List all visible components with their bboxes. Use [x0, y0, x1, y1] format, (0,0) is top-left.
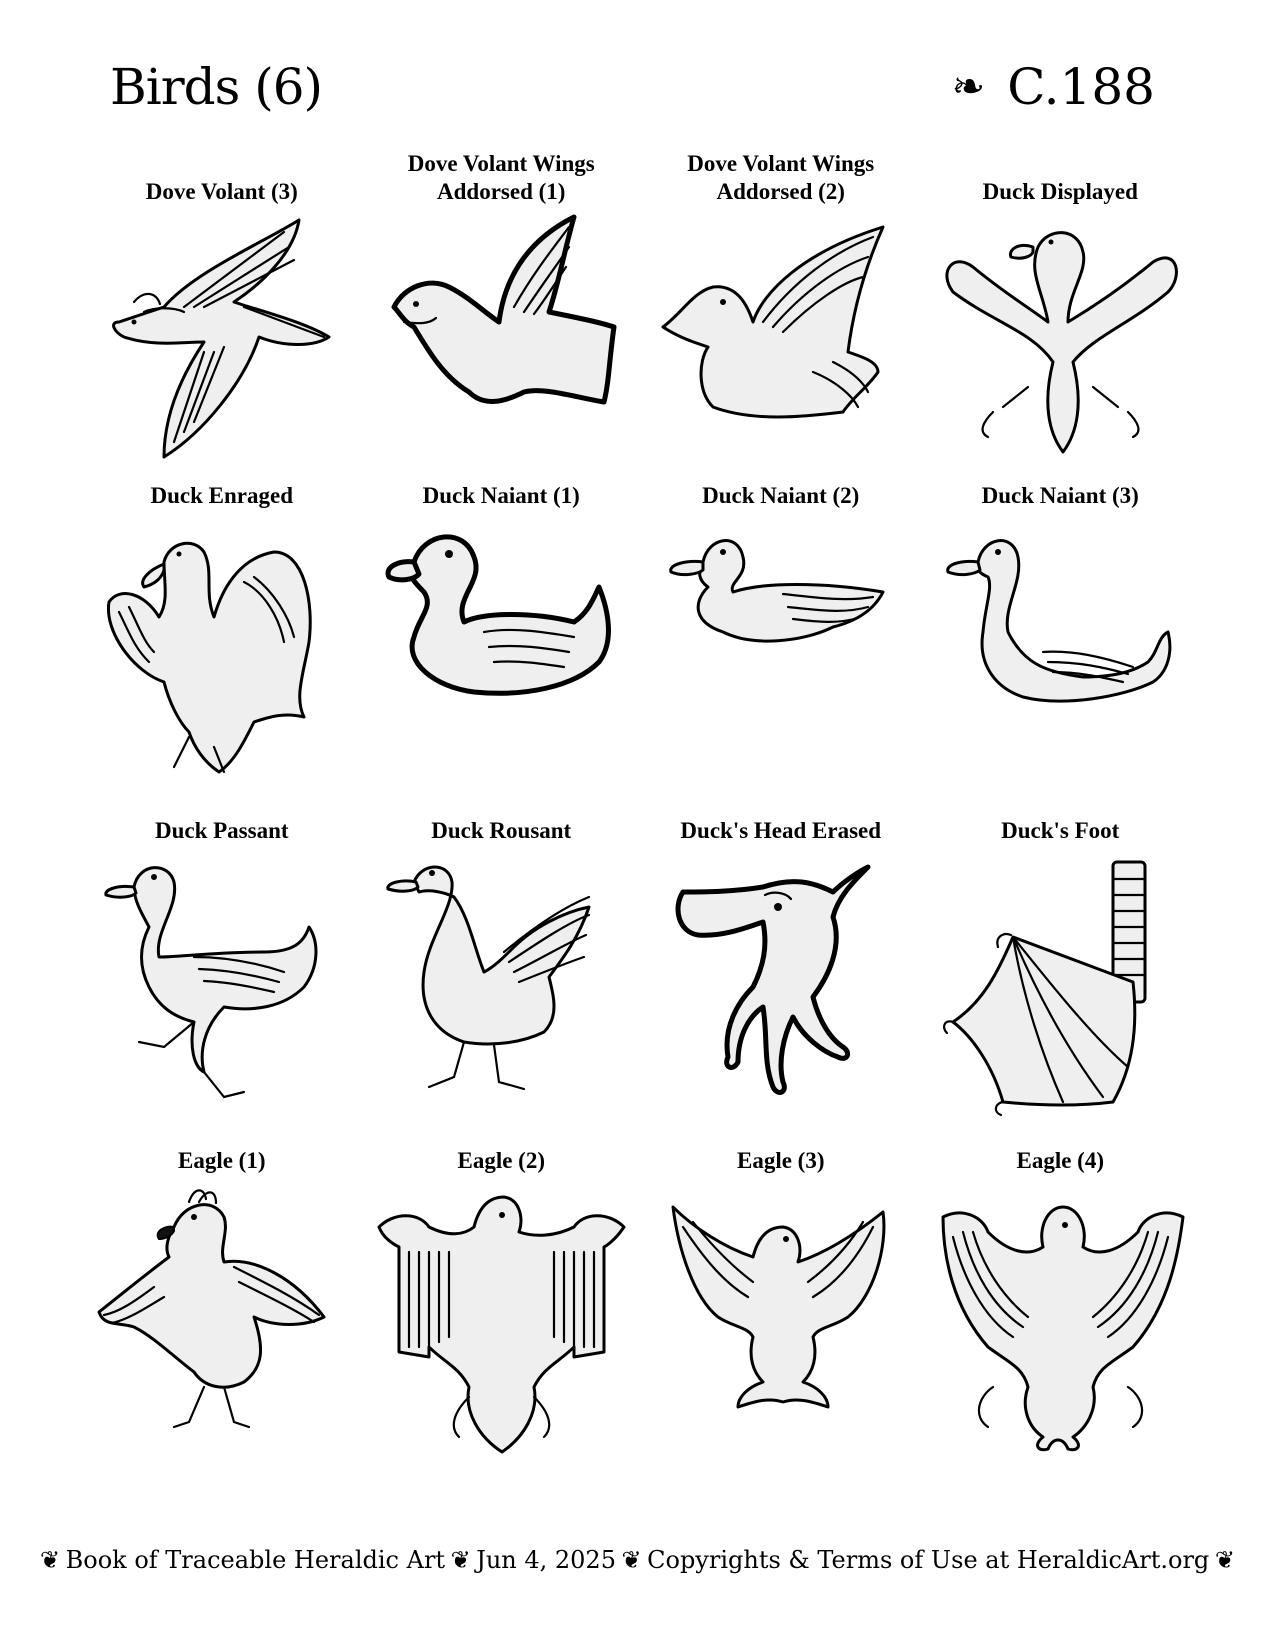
- hedera-icon: ❦: [1214, 1546, 1235, 1574]
- illustration-label: Eagle (2): [457, 1148, 545, 1173]
- duck-passant-illustration: [94, 857, 349, 1122]
- illustration-label: Duck Naiant (2): [702, 483, 860, 508]
- illustration-label: Duck Enraged: [150, 483, 293, 508]
- duck-rousant-illustration: [374, 857, 629, 1122]
- page-header: [0, 0, 1275, 150]
- illustration-label: Eagle (4): [1016, 1148, 1104, 1173]
- illustration-cell: [82, 817, 362, 1147]
- hedera-icon: ❦: [450, 1546, 471, 1574]
- illustration-cell: [82, 482, 362, 817]
- illustration-label: Duck's Foot: [1001, 818, 1120, 843]
- footer-date: Jun 4, 2025: [476, 1546, 616, 1574]
- page-title: Birds (6): [110, 58, 323, 116]
- grid-row: [82, 1147, 1200, 1467]
- illustration-cell: [921, 1147, 1201, 1467]
- dove-volant-3-illustration: [94, 212, 349, 462]
- hedera-icon: ❦: [40, 1546, 61, 1574]
- illustration-cell: [82, 1147, 362, 1467]
- illustration-label: Duck Rousant: [431, 818, 572, 843]
- plate-number: C.188: [1007, 58, 1155, 116]
- eagle-4-illustration: [933, 1187, 1188, 1462]
- hedera-icon: ❦: [621, 1546, 642, 1574]
- illustration-cell: [641, 482, 921, 817]
- illustration-grid: [82, 150, 1200, 1467]
- illustration-label: Eagle (3): [736, 1148, 825, 1173]
- illustration-cell: [921, 817, 1201, 1147]
- ducks-head-erased-illustration: [653, 857, 908, 1122]
- fleuron-icon: ❧: [951, 64, 986, 110]
- dove-volant-wings-addorsed-2-illustration: [653, 212, 908, 462]
- duck-naiant-2-illustration: [653, 522, 908, 782]
- eagle-3-illustration: [653, 1187, 908, 1462]
- duck-displayed-illustration: [933, 212, 1188, 462]
- illustration-label: Duck Passant: [154, 818, 289, 843]
- illustration-cell: [641, 817, 921, 1147]
- illustration-label: Duck Displayed: [982, 179, 1138, 204]
- illustration-cell: [362, 150, 642, 482]
- illustration-cell: [641, 150, 921, 482]
- illustration-label: Dove Volant Wings Addorsed (1): [407, 151, 595, 204]
- page-footer: [40, 1540, 1235, 1580]
- duck-naiant-3-illustration: [933, 522, 1188, 782]
- plate-identifier: [951, 58, 1155, 116]
- illustration-label: Duck's Head Erased: [680, 818, 882, 843]
- grid-row: [82, 150, 1200, 482]
- dove-volant-wings-addorsed-1-illustration: [374, 212, 629, 462]
- footer-copyright-link[interactable]: Copyrights & Terms of Use at HeraldicArt.org: [647, 1546, 1210, 1574]
- illustration-label: Duck Naiant (3): [981, 483, 1139, 508]
- illustration-label: Eagle (1): [177, 1148, 266, 1173]
- illustration-cell: [921, 150, 1201, 482]
- illustration-cell: [82, 150, 362, 482]
- grid-row: [82, 817, 1200, 1147]
- illustration-label: Duck Naiant (1): [422, 483, 580, 508]
- eagle-2-illustration: [374, 1187, 629, 1462]
- illustration-cell: [921, 482, 1201, 817]
- footer-book-title: Book of Traceable Heraldic Art: [65, 1546, 446, 1574]
- illustration-cell: [362, 1147, 642, 1467]
- eagle-1-illustration: [94, 1187, 349, 1462]
- illustration-label: Dove Volant Wings Addorsed (2): [687, 151, 875, 204]
- duck-enraged-illustration: [94, 522, 349, 782]
- grid-row: [82, 482, 1200, 817]
- illustration-cell: [641, 1147, 921, 1467]
- duck-naiant-1-illustration: [374, 522, 629, 782]
- illustration-cell: [362, 817, 642, 1147]
- illustration-label: Dove Volant (3): [145, 179, 298, 204]
- illustration-cell: [362, 482, 642, 817]
- ducks-foot-illustration: [933, 857, 1188, 1122]
